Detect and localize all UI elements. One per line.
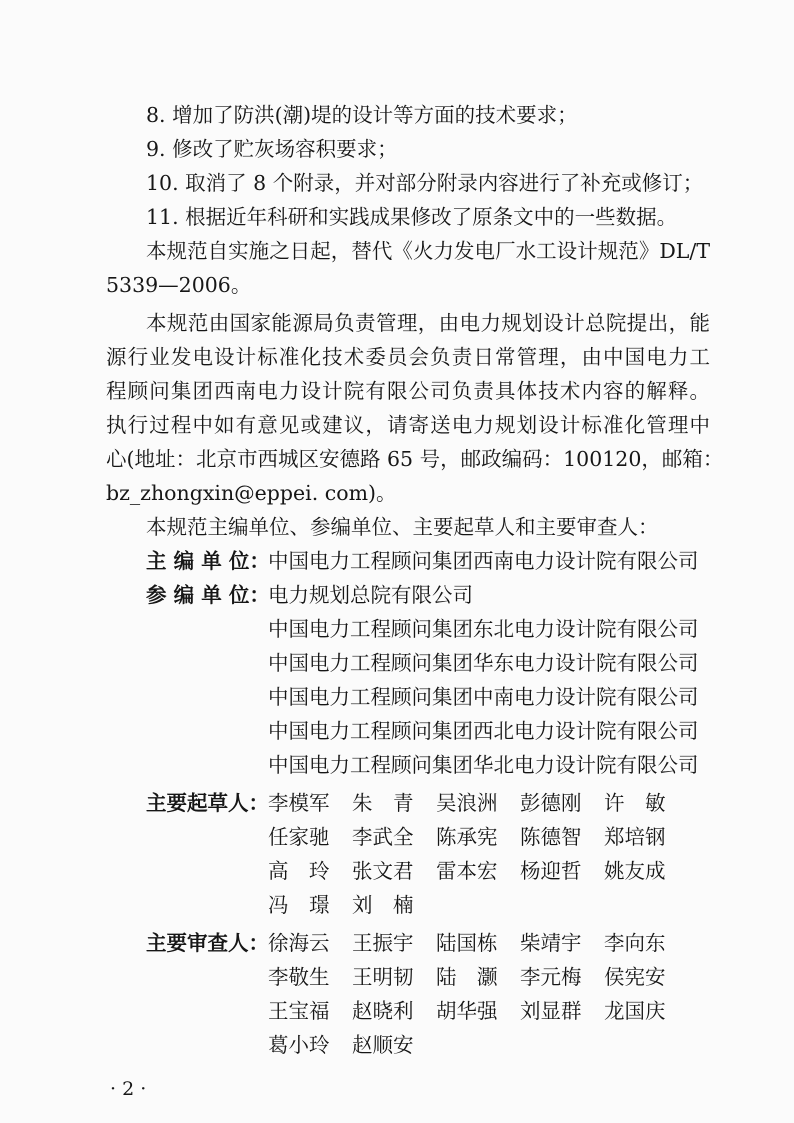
reviewers-label: 主要审查人： bbox=[146, 931, 269, 955]
co-editor-value: 电力规划总院有限公司 bbox=[268, 583, 473, 607]
reviewer-name: 柴靖宇 bbox=[520, 931, 582, 955]
reviewer-name: 王振宇 bbox=[352, 931, 414, 955]
mgmt-line-6: bz_zhongxin@eppei. com)。 bbox=[106, 481, 397, 505]
co-editor-value: 中国电力工程顾问集团西北电力设计院有限公司 bbox=[268, 719, 699, 743]
reviewer-name: 王明韧 bbox=[352, 965, 414, 989]
reviewer-name: 刘显群 bbox=[520, 999, 582, 1023]
drafter-name: 朱 青 bbox=[352, 791, 414, 815]
reviewer-name: 徐海云 bbox=[268, 931, 330, 955]
drafter-name: 杨迎哲 bbox=[520, 859, 582, 883]
drafter-name: 陈承宪 bbox=[436, 825, 498, 849]
drafter-name: 姚友成 bbox=[604, 859, 666, 883]
reviewer-name: 赵晓利 bbox=[352, 999, 414, 1023]
item-8: 8. 增加了防洪(潮)堤的设计等方面的技术要求； bbox=[146, 103, 578, 127]
reviewer-name: 葛小玲 bbox=[268, 1033, 330, 1057]
co-editor-value: 中国电力工程顾问集团华北电力设计院有限公司 bbox=[268, 753, 699, 777]
replace-line-1: 本规范自实施之日起，替代《火力发电厂水工设计规范》DL/T bbox=[146, 239, 710, 263]
co-editor-value: 中国电力工程顾问集团华东电力设计院有限公司 bbox=[268, 651, 699, 675]
drafter-name: 高 玲 bbox=[268, 859, 330, 883]
drafter-name: 刘 楠 bbox=[352, 893, 414, 917]
intro-line: 本规范主编单位、参编单位、主要起草人和主要审查人： bbox=[146, 515, 659, 539]
item-9: 9. 修改了贮灰场容积要求； bbox=[146, 137, 398, 161]
item-10: 10. 取消了 8 个附录，并对部分附录内容进行了补充或修订； bbox=[146, 171, 704, 195]
chief-editor-label: 主 编 单 位： bbox=[146, 549, 270, 573]
mgmt-line-3: 程顾问集团西南电力设计院有限公司负责具体技术内容的解释。 bbox=[106, 379, 710, 403]
drafter-name: 雷本宏 bbox=[436, 859, 498, 883]
reviewer-name: 赵顺安 bbox=[352, 1033, 414, 1057]
mgmt-line-1: 本规范由国家能源局负责管理，由电力规划设计总院提出，能 bbox=[146, 311, 710, 335]
replace-line-2: 5339—2006。 bbox=[106, 273, 252, 297]
co-editor-label: 参 编 单 位： bbox=[146, 583, 270, 607]
drafter-name: 李武全 bbox=[352, 825, 414, 849]
reviewer-name: 龙国庆 bbox=[604, 999, 666, 1023]
mgmt-line-4: 执行过程中如有意见或建议，请寄送电力规划设计标准化管理中 bbox=[106, 413, 710, 437]
reviewer-name: 李向东 bbox=[604, 931, 666, 955]
reviewer-name: 陆国栋 bbox=[436, 931, 498, 955]
reviewer-name: 胡华强 bbox=[436, 999, 498, 1023]
mgmt-line-5: 心(地址：北京市西城区安德路 65 号，邮政编码：100120，邮箱： bbox=[106, 447, 724, 471]
item-11: 11. 根据近年科研和实践成果修改了原条文中的一些数据。 bbox=[146, 205, 678, 229]
drafter-name: 李模军 bbox=[268, 791, 330, 815]
drafter-name: 冯 璟 bbox=[268, 893, 330, 917]
reviewer-name: 侯宪安 bbox=[604, 965, 666, 989]
drafter-name: 陈德智 bbox=[520, 825, 582, 849]
drafter-name: 吴浪洲 bbox=[436, 791, 498, 815]
chief-editor-value: 中国电力工程顾问集团西南电力设计院有限公司 bbox=[268, 549, 699, 573]
drafter-name: 任家驰 bbox=[268, 825, 330, 849]
reviewer-name: 王宝福 bbox=[268, 999, 330, 1023]
co-editor-value: 中国电力工程顾问集团东北电力设计院有限公司 bbox=[268, 617, 699, 641]
drafter-name: 许 敏 bbox=[604, 791, 666, 815]
mgmt-line-2: 源行业发电设计标准化技术委员会负责日常管理，由中国电力工 bbox=[106, 345, 710, 369]
reviewer-name: 李敬生 bbox=[268, 965, 330, 989]
page-number: · 2 · bbox=[110, 1078, 147, 1100]
co-editor-value: 中国电力工程顾问集团中南电力设计院有限公司 bbox=[268, 685, 699, 709]
drafters-label: 主要起草人： bbox=[146, 791, 269, 815]
reviewer-name: 陆 灏 bbox=[436, 965, 498, 989]
drafter-name: 张文君 bbox=[352, 859, 414, 883]
drafter-name: 彭德刚 bbox=[520, 791, 582, 815]
reviewer-name: 李元梅 bbox=[520, 965, 582, 989]
drafter-name: 郑培钢 bbox=[604, 825, 666, 849]
